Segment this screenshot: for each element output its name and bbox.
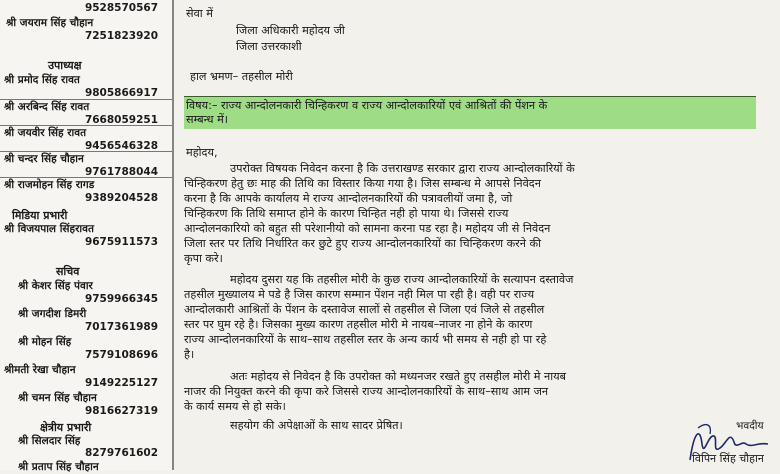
vp-name: श्री राजमोहन सिंह रागड — [4, 179, 95, 191]
para2-line: है। — [184, 348, 195, 361]
para1-line: उपरोक्त विषयक निवेदन करना है कि उत्तराखण्ड सरकार द्वारा राज्य आन्दोलकारियों के — [230, 162, 575, 175]
secretary-name: श्रीमती रेखा चौहान — [4, 364, 76, 376]
signer-name: विपिन सिंह चौहान — [692, 452, 764, 465]
para2-line: राज्य आन्दोलनकारियों के साथ–साथ तहसील स्तर के अन्य कार्य भी समय से नही हो पा रहे — [184, 333, 547, 346]
sidebar-partial-name: श्री प्रताप सिंह चौहान — [18, 461, 99, 473]
secretary-phone: 7579108696 — [84, 349, 158, 361]
sidebar-top-phone: 9528570567 — [84, 2, 158, 14]
vp-name: श्री जयवीर सिंह रावत — [4, 127, 87, 139]
sidebar-top-name: श्री जयराम सिंह चौहान — [6, 17, 94, 29]
subject-line: सम्बन्ध में। — [186, 113, 229, 126]
address-line: जिला उत्तरकाशी — [236, 40, 302, 53]
media-phone: 9675911573 — [84, 236, 158, 248]
secretary-phone: 9816627319 — [84, 405, 158, 417]
vp-name: श्री अरबिन्द सिंह रावत — [4, 101, 90, 113]
secretary-name: श्री चमन सिंह चौहान — [18, 392, 97, 404]
vp-phone: 9389204528 — [84, 192, 158, 204]
vp-name: श्री चन्दर सिंह चौहान — [4, 153, 84, 165]
secretary-phone: 7017361989 — [84, 321, 158, 333]
vp-phone: 9805866917 — [84, 87, 158, 99]
secretary-phone: 9759966345 — [84, 293, 158, 305]
para2-line: स्तर पर घुम रहे है। जिसका मुख्य कारण तहसील मोरी मे नायब–नाजर ना होने के कारण — [184, 318, 533, 331]
regional-phone: 8279761602 — [84, 447, 158, 459]
subject-line: विषय:– राज्य आन्दोलनकारी चिन्हिकरण व राज्य आन्दोलकारियों एवं आश्रितों की पेंशन के — [186, 99, 548, 112]
letter-body — [178, 0, 780, 470]
vice-presidents-heading: उपाध्यक्ष — [48, 59, 82, 72]
para3-line: अतः महोदय से निवेदन है कि उपरोक्त को मध्यनजर रखते हुए तसहील मोरी मे नायब — [230, 370, 567, 383]
para2-line: तहसील मुख्यालय मे पडे है जिस कारण सम्मान पेंशन नही मिल पा रही है। वही पर राज्य — [184, 288, 535, 301]
para3-line: के कार्य समय से हो सके। — [184, 400, 286, 413]
media-heading: मिडिया प्रभारी — [12, 209, 68, 222]
para1-line: जिला स्तर पर तिथि निर्धारित कर छुटे हुए राज्य आन्दोलनकारियों का चिन्हिकरण करने की — [184, 237, 542, 250]
para1-line: चिन्हिकरण हेतु छः माह की तिथि का विस्तार किया गया है। जिस सम्बन्ध मे आपसे निवेदन — [184, 177, 541, 190]
secretary-name: श्री जगदीश डिमरी — [18, 308, 87, 320]
yours-faithfully: भवदीय — [736, 420, 764, 432]
salutation: महोदय, — [186, 146, 218, 159]
secretary-name: श्री केशर सिंह पंवार — [18, 280, 93, 292]
sidebar-top-name-phone: 7251823920 — [84, 30, 158, 42]
camp-line: हाल भ्रमण– तहसील मोरी — [190, 70, 293, 83]
vp-phone: 9456546328 — [84, 140, 158, 152]
para1-line: चिन्हिकरण कि तिथि समाप्त होने के कारण चिन्हित नही हो पाया थे। जिससे राज्य — [184, 207, 509, 220]
address-line: जिला अधिकारी महोदय जी — [236, 24, 345, 37]
vp-phone: 7668059251 — [84, 114, 158, 126]
para1-line: आन्दोलनकारियो को बहुत सी परेशानीयो को सामना करना पड रहा है। महोदय जी से निवेदन — [184, 222, 551, 235]
regional-heading: क्षेत्रीय प्रभारी — [40, 421, 92, 434]
para2-line: महोदय दुसरा यह कि तहसील मोरी के कुछ राज्य आन्दोलकारियों के सत्यापन दस्तावेज — [230, 273, 574, 286]
media-name: श्री विजयपाल सिंहरावत — [4, 223, 94, 235]
secretaries-heading: सचिव — [56, 265, 80, 278]
vp-phone: 9761788044 — [84, 166, 158, 178]
office-bearers-sidebar — [0, 0, 174, 473]
closing-line: सहयोग की अपेक्षाओं के साथ सादर प्रेषित। — [230, 419, 403, 432]
para3-line: नाजर की नियुक्त करने की कृपा करे जिससे राज्य आन्दोलनकारियों के साथ–साथ आम जन — [184, 385, 549, 398]
vp-name: श्री प्रमोद सिंह रावत — [4, 74, 80, 86]
para1-line: करना है कि आपके कार्यालय मे राज्य आन्दोलनकारियों की पत्रावलीयों जमा है, जो — [184, 192, 513, 205]
regional-name: श्री सिलदार सिंह — [18, 435, 81, 447]
address-line: सेवा में — [186, 7, 213, 20]
secretary-name: श्री मोहन सिंह — [18, 336, 72, 348]
para1-line: कृपा करे। — [184, 252, 223, 265]
secretary-phone: 9149225127 — [84, 377, 158, 389]
para2-line: आन्दोलकारी आश्रितों के पेंशन के दस्तावेज सालों से तहसील से जिला एवं जिले से तहसील — [184, 303, 545, 316]
